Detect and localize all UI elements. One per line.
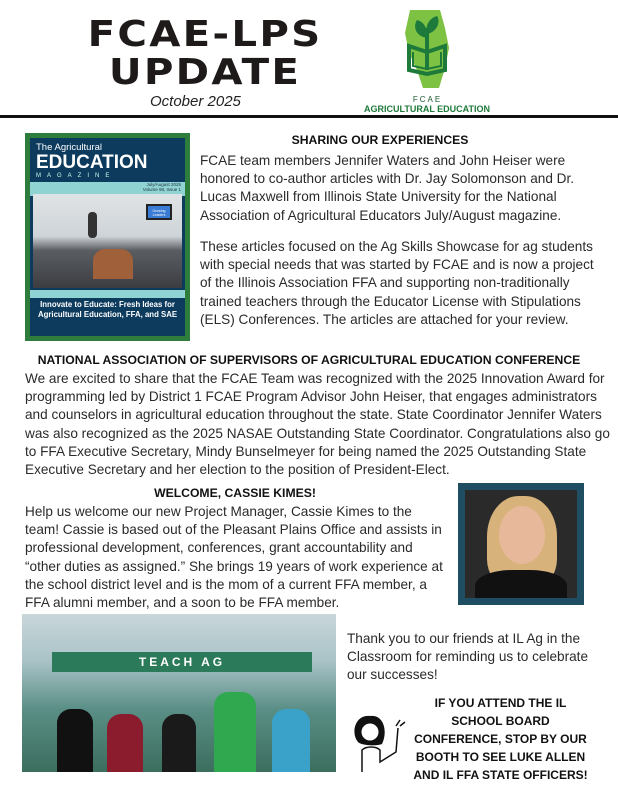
waving-woman-icon	[350, 712, 412, 774]
magazine-cover	[25, 133, 190, 341]
title-line-1: FCAE-LPS	[87, 14, 323, 55]
title-line-2: UPDATE	[108, 52, 302, 93]
thanks-paragraph: Thank you to our friends at IL Ag in the Classroom for reminding us to celebrate our successes!	[347, 631, 589, 683]
meeting-photo	[33, 194, 182, 288]
sharing-paragraph-2: These articles focused on the Ag Skills Showcase for ag students with special needs that was started by FCAE and is now a project of the Illinois Association FFA and supporting non-traditionally trained teachers through the Educator License with Stipulations (ELS) Conferences. The articles are attached for your review.	[200, 239, 594, 327]
mag-caption: Innovate to Educate: Fresh Ideas for Agricultural Education, FFA, and SAE	[37, 300, 178, 319]
nasae-paragraph: We are excited to share that the FCAE Team was recognized with the 2025 Innovation Award for programming led by District 1 FCAE Program Advisor John Heiser, that engages administrators and counselors in agricultural education throughout the state. State Coordinator Jennifer Waters was also recognized as the 2025 NASAE Outstanding State Coordinator. Congratulations also go to FFA Executive Secretary, Mindy Bunselmeyer for being named the 2025 Outstanding State Executive Secretary and her election to the position of President-Elect.	[25, 371, 610, 478]
header-divider	[0, 115, 618, 118]
nasae-heading: NATIONAL ASSOCIATION OF SUPERVISORS OF AGRICULTURAL EDUCATION CONFERENCE	[37, 353, 581, 367]
sharing-paragraph-1: FCAE team members Jennifer Waters and John Heiser were honored to co-author articles with Dr. Jay Solomonson and Dr. Lucas Maxwell from Illinois State University for the National Association of Agricultural Educators July/August magazine.	[200, 153, 575, 223]
illinois-book-plant-icon	[365, 8, 490, 90]
welcome-heading: WELCOME, CASSIE KIMES!	[154, 486, 316, 500]
mag-big-title: EDUCATION	[36, 152, 148, 173]
sharing-heading: SHARING OUR EXPERIENCES	[291, 133, 469, 147]
teach-ag-banner: TEACH AG	[52, 652, 312, 672]
conference-callout: IF YOU ATTEND THE IL SCHOOL BOARD CONFERENCE, STOP BY OUR BOOTH TO SEE LUKE ALLEN AND IL FFA STATE OFFICERS!	[413, 696, 588, 782]
mag-issue-1: July/August 2025	[146, 182, 181, 187]
mag-issue-2: Volume 98, Issue 1	[142, 187, 181, 192]
issue-date: October 2025	[150, 93, 241, 110]
cassie-kimes-photo	[458, 483, 584, 605]
screen-text: Growing Leaders	[146, 204, 172, 220]
mag-sub: MAGAZINE	[36, 173, 116, 179]
fcae-logo	[364, 8, 490, 114]
logo-text: AGRICULTURAL EDUCATION	[364, 104, 490, 114]
teach-ag-group-photo	[22, 614, 336, 772]
logo-small: FCAE	[412, 95, 443, 104]
welcome-paragraph: Help us welcome our new Project Manager, Cassie Kimes to the team! Cassie is based out of the Pleasant Plains Office and assists in professional development, conferences, grant accountability and “other duties as assigned.” She brings 19 years of work experience at the school district level and is the mom of a current FFA member, a FFA alumni member, and a soon to be FFA member.	[25, 504, 443, 611]
mag-small-title: The Agricultural	[36, 142, 103, 153]
